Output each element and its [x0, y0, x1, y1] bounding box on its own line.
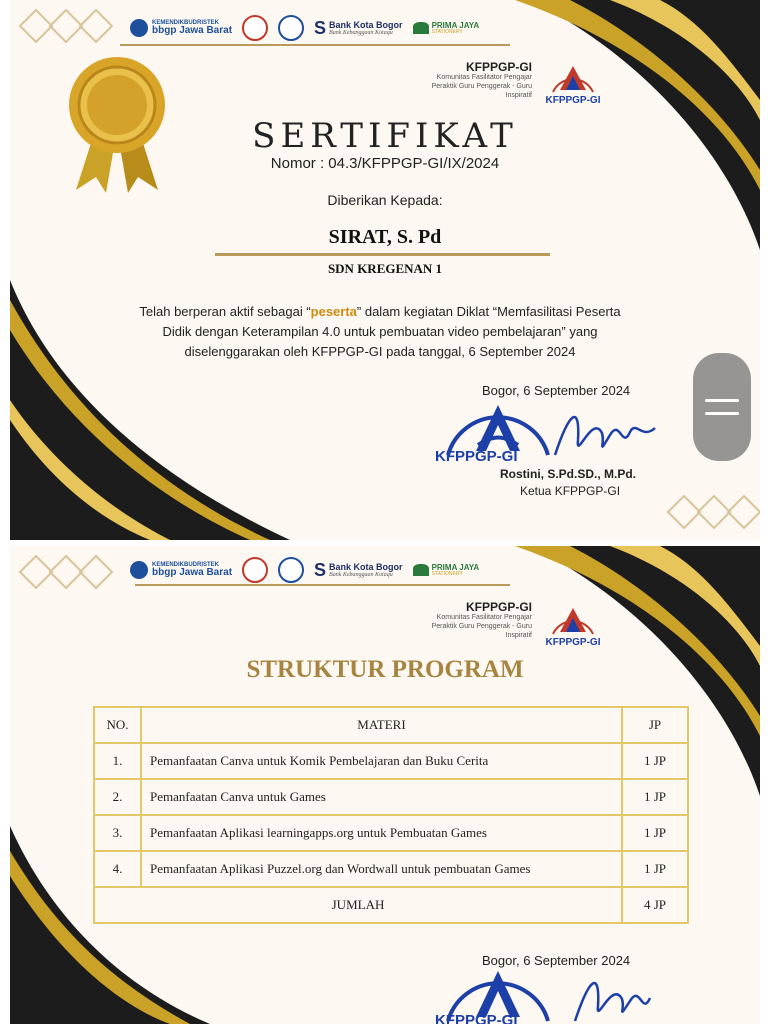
- kfppgp-emblem-icon: [538, 54, 608, 94]
- recipient-school: SDN KREGENAN 1: [327, 261, 443, 276]
- row-jp: 1 JP: [622, 815, 688, 851]
- table-header-row: [94, 707, 688, 743]
- program-signature-icon: [570, 966, 680, 1024]
- organization-seal-icon: [278, 15, 304, 41]
- certificate-page: [10, 0, 760, 540]
- table-row: [94, 815, 688, 851]
- prima-jaya-name: PRIMA JAYA: [431, 20, 480, 30]
- organization-subtitle: Komunitas Fasilitator Pengajar Peraktik Guru Penggerak - Guru Inspiratif: [431, 74, 532, 99]
- scroll-handle-bar-bottom: [705, 412, 739, 415]
- program-bank-mark-icon: S: [314, 559, 327, 580]
- program-bank-logo: [314, 560, 403, 581]
- program-kfppgp-logo: [538, 596, 608, 648]
- program-organization-seal-icon: [278, 557, 304, 583]
- bbgp-label: bbgp Jawa Barat: [152, 25, 233, 36]
- table-row: [94, 779, 688, 815]
- body-text-end: ” dalam kegiatan Diklat “Memfasilitasi Peserta Didik dengan Keterampilan 4.0 untuk pembuatan video pembelajaran” yang diselenggarakan oleh KFPPGP-GI pada tanggal, 6 September 2024: [162, 304, 621, 359]
- table-row: [94, 851, 688, 887]
- table-total-row: [94, 887, 688, 923]
- recipient-name: SIRAT, S. Pd: [328, 226, 442, 248]
- program-title: STRUKTUR PROGRAM: [246, 656, 524, 683]
- row-jp: 1 JP: [622, 743, 688, 779]
- program-table: [93, 706, 689, 924]
- program-prima-jaya-logo: [413, 564, 480, 577]
- row-materi: Pemanfaatan Canva untuk Komik Pembelajaran dan Buku Cerita: [141, 743, 622, 779]
- program-organization-block: [422, 600, 532, 640]
- total-jp: 4 JP: [622, 887, 688, 923]
- school-seal-icon: [242, 15, 268, 41]
- header-divider: [120, 44, 510, 46]
- program-bank-name: Bank Kota Bogor: [329, 561, 403, 572]
- kfppgp-logo-text: KFPPGP-GI: [545, 95, 601, 106]
- program-kfppgp-emblem-icon: [538, 596, 608, 636]
- stamp-label: KFPPGP-GI: [435, 448, 518, 465]
- recipient-underline: [215, 253, 550, 256]
- signer-name: Rostini, S.Pd.SD., M.Pd.: [500, 467, 637, 481]
- row-no: 2.: [94, 779, 141, 815]
- row-no: 4.: [94, 851, 141, 887]
- row-no: 3.: [94, 815, 141, 851]
- program-sponsor-logos: [130, 554, 479, 586]
- program-organization-subtitle: Komunitas Fasilitator Pengajar Peraktik Guru Penggerak - Guru Inspiratif: [431, 614, 532, 639]
- program-prima-jaya-mark-icon: [413, 564, 429, 576]
- row-materi: Pemanfaatan Canva untuk Games: [141, 779, 622, 815]
- bank-kota-bogor-logo: [314, 18, 403, 39]
- certificate-title: SERTIFIKAT: [252, 116, 518, 156]
- total-label: JUMLAH: [94, 887, 622, 923]
- organization-name: KFPPGP-GI: [465, 60, 532, 74]
- bank-tagline: Bank Kebanggaan Kotaqu: [329, 29, 393, 36]
- row-materi: Pemanfaatan Aplikasi learningapps.org untuk Pembuatan Games: [141, 815, 622, 851]
- signature-icon: [550, 400, 660, 470]
- table-row: [94, 743, 688, 779]
- program-organization-name: KFPPGP-GI: [465, 600, 532, 614]
- program-kemdikbud-logo: [130, 561, 232, 579]
- row-no: 1.: [94, 743, 141, 779]
- participant-role: peserta: [310, 304, 357, 319]
- program-structure-page: [10, 546, 760, 1024]
- sponsor-logos: [130, 12, 479, 44]
- program-kemdikbud-label: KEMENDIKBUDRISTEK: [152, 562, 220, 568]
- kemdikbud-emblem-icon: [130, 19, 148, 37]
- row-materi: Pemanfaatan Aplikasi Puzzel.org dan Wordwall untuk pembuatan Games: [141, 851, 622, 887]
- header-jp: JP: [622, 707, 688, 743]
- signing-date: Bogor, 6 September 2024: [482, 383, 631, 398]
- row-jp: 1 JP: [622, 851, 688, 887]
- given-to-label: Diberikan Kepada:: [327, 192, 443, 208]
- organization-block: [422, 60, 532, 100]
- program-header-divider: [135, 584, 510, 586]
- prima-jaya-sub: STATIONERY: [431, 28, 463, 35]
- bank-mark-icon: S: [314, 17, 327, 38]
- header-materi: MATERI: [141, 707, 622, 743]
- kfppgp-logo: [538, 54, 608, 106]
- kemdikbud-logo: [130, 19, 232, 37]
- program-kemdikbud-emblem-icon: [130, 561, 148, 579]
- program-prima-jaya-name: PRIMA JAYA: [431, 562, 480, 572]
- body-text-start: Telah berperan aktif sebagai “: [139, 304, 311, 319]
- prima-jaya-mark-icon: [413, 22, 429, 34]
- certificate-number: Nomor : 04.3/KFPPGP-GI/IX/2024: [270, 155, 500, 172]
- program-bbgp-label: bbgp Jawa Barat: [152, 567, 233, 578]
- bank-name: Bank Kota Bogor: [329, 19, 403, 30]
- program-kfppgp-logo-text: KFPPGP-GI: [545, 637, 601, 648]
- signer-role: Ketua KFPPGP-GI: [520, 484, 621, 498]
- header-no: NO.: [94, 707, 141, 743]
- scroll-handle-bar-top: [705, 399, 739, 402]
- kemdikbud-label: KEMENDIKBUDRISTEK: [152, 20, 220, 26]
- program-prima-jaya-sub: STATIONERY: [431, 570, 463, 577]
- row-jp: 1 JP: [622, 779, 688, 815]
- program-signing-date: Bogor, 6 September 2024: [482, 953, 631, 968]
- prima-jaya-logo: [413, 22, 480, 35]
- program-school-seal-icon: [242, 557, 268, 583]
- program-bank-tagline: Bank Kebanggaan Kotaqu: [329, 571, 393, 578]
- scroll-handle-icon[interactable]: [693, 353, 751, 461]
- program-stamp-label: KFPPGP-GI: [435, 1012, 518, 1024]
- certificate-body: [130, 302, 630, 362]
